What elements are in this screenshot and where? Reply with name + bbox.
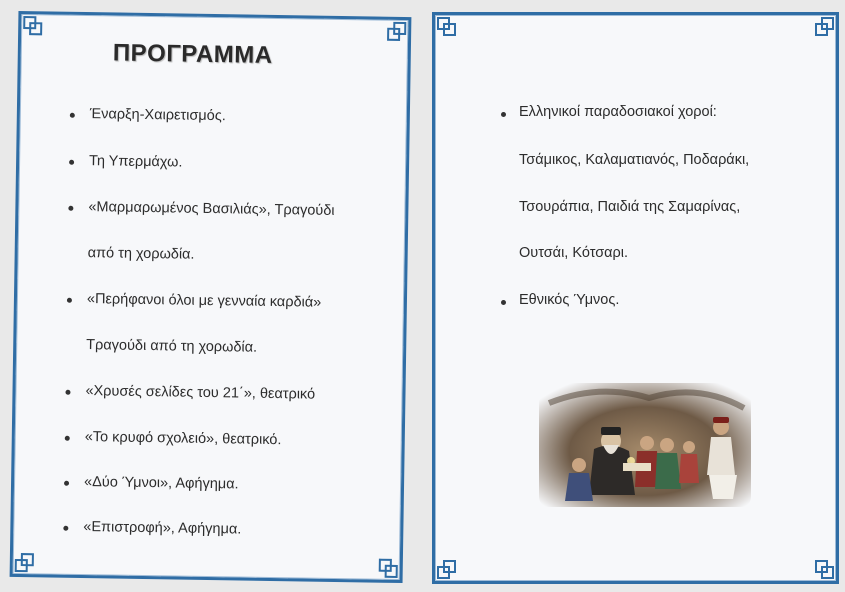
program-item: «Επιστροφή», Αφήγημα. [83,519,242,538]
program-item: Ελληνικοί παραδοσιακοί χοροί: [519,104,717,120]
program-item-continuation: Τσάμικος, Καλαματιανός, Ποδαράκι, [519,152,750,168]
program-item: Τη Υπερμάχω. [88,153,183,171]
bullet-icon [65,390,70,395]
corner-ornament [437,17,457,37]
program-right-page [432,12,839,584]
corner-ornament [814,17,834,37]
bullet-icon [64,481,69,486]
bullet-icon [70,113,75,118]
bullet-icon [69,160,74,165]
corner-ornament [814,559,834,579]
corner-ornament [378,558,398,578]
secret-school-drawing [539,383,751,507]
program-item-continuation: από τη χορωδία. [87,245,195,263]
bullet-icon [63,526,68,531]
program-item: Έναρξη-Χαιρετισμός. [89,106,226,125]
program-item: «Μαρμαρωμένος Βασιλιάς», Τραγούδι [88,199,335,219]
bullet-icon [501,112,506,117]
corner-ornament [15,552,35,572]
program-item: Εθνικός Ύμνος. [519,292,620,308]
program-item: «Περήφανοι όλοι με γενναία καρδιά» [86,291,322,311]
bullet-icon [68,206,73,211]
secret-school-illustration [539,383,751,507]
program-item: «Δύο Ύμνοι», Αφήγημα. [83,474,239,493]
bullet-icon [501,300,506,305]
bullet-icon [67,298,72,303]
program-left-page [10,11,412,583]
program-item: «Χρυσές σελίδες του 21΄», θεατρικό [85,383,316,403]
program-item: «Το κρυφό σχολειό», θεατρικό. [84,429,282,449]
program-item-continuation: Ουτσάι, Κότσαρι. [519,245,629,261]
corner-ornament [23,16,43,36]
bullet-icon [65,436,70,441]
corner-ornament [386,22,406,42]
page-title: ΠΡΟΓΡΑΜΜΑ [112,39,273,69]
corner-ornament [437,559,457,579]
program-item-continuation: Τσουράπια, Παιδιά της Σαμαρίνας, [519,199,741,215]
program-item-continuation: Τραγούδι από τη χορωδία. [86,337,258,356]
